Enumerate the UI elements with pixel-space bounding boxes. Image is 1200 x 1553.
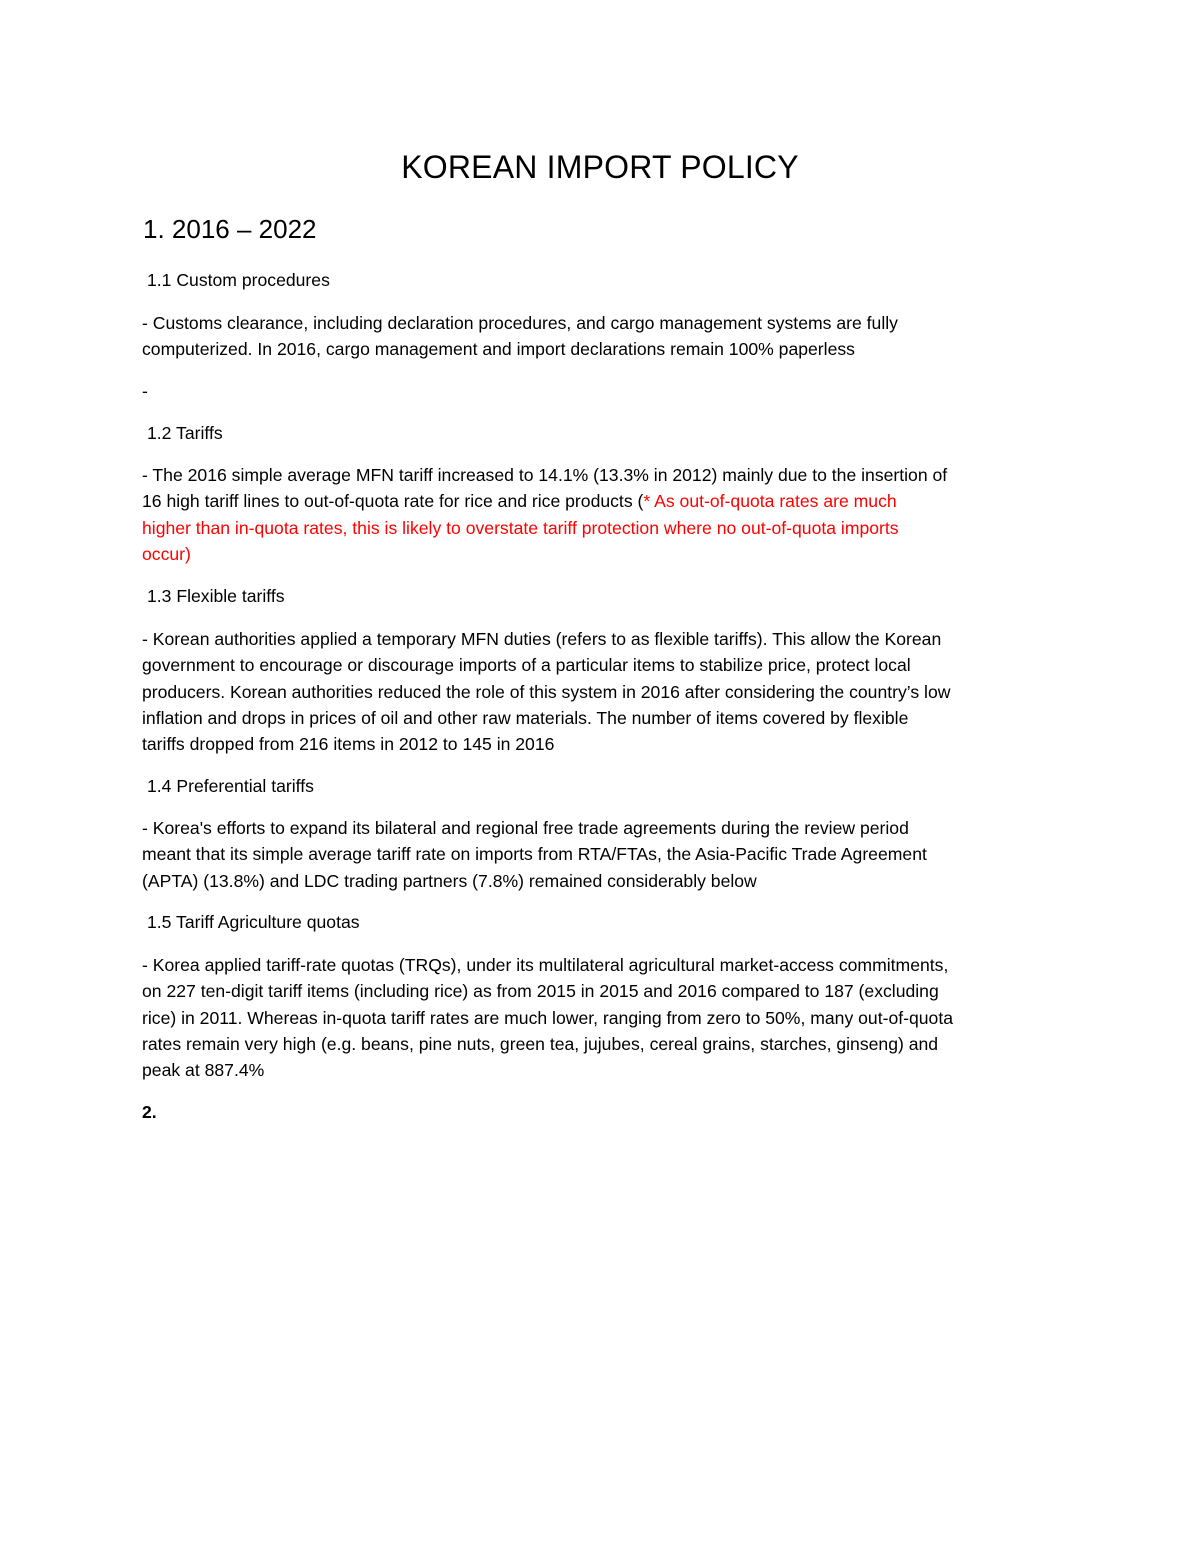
text-line: - Korea's efforts to expand its bilateral and regional free trade agreements during the review period [142,818,909,838]
paragraph-preferential-tariffs [142,815,1072,894]
text-line: - Korean authorities applied a temporary MFN duties (refers to as flexible tariffs). This allow the Korean [142,629,942,649]
text-line: rates remain very high (e.g. beans, pine nuts, green tea, jujubes, cereal grains, starches, ginseng) and [142,1033,939,1054]
text-line: (APTA) (13.8%) and LDC trading partners (7.8%) remained considerably below [142,870,757,891]
paragraph-agriculture-quotas [142,952,1072,1083]
text-line: - The 2016 simple average MFN tariff increased to 14.1% (13.3% in 2012) mainly due to the insertion of [142,465,948,485]
text-line: inflation and drops in prices of oil and other raw materials. The number of items covered by flexible [142,707,909,728]
text-line: meant that its simple average tariff rate on imports from RTA/FTAs, the Asia-Pacific Trade Agreement [142,844,927,865]
text-line: - Customs clearance, including declaration procedures, and cargo management systems are fully [142,313,898,333]
subsection-heading-1-2: 1.2 Tariffs [147,423,223,443]
text-line: - Korea applied tariff-rate quotas (TRQs), under its multilateral agricultural market-access commitments, [142,955,949,975]
note-text: * As out-of-quota rates are much [643,491,897,512]
text-line-mixed [142,488,1072,514]
text-line: tariffs dropped from 216 items in 2012 to 145 in 2016 [142,734,555,755]
section-heading-1: 1. 2016 – 2022 [143,214,317,244]
text-line: rice) in 2011. Whereas in-quota tariff rates are much lower, ranging from zero to 50%, many out-of-quota [142,1007,954,1028]
subsection-heading-1-4: 1.4 Preferential tariffs [147,776,314,796]
paragraph-tariffs [142,462,1072,567]
subsection-heading-1-3: 1.3 Flexible tariffs [147,586,285,606]
note-text-line: higher than in-quota rates, this is likely to overstate tariff protection where no out-of-quota imports [142,517,899,538]
dash-line: - [142,381,148,401]
text-line: producers. Korean authorities reduced the role of this system in 2016 after considering the country’s low [142,681,951,702]
text-line: peak at 887.4% [142,1060,265,1081]
text-line: computerized. In 2016, cargo management and import declarations remain 100% paperless [142,339,855,360]
section-heading-2: 2. [142,1102,157,1122]
text-line: on 227 ten-digit tariff items (including rice) as from 2015 in 2015 and 2016 compared to 187 (excluding [142,981,939,1002]
paragraph-flexible-tariffs [142,626,1072,757]
subsection-heading-1-5: 1.5 Tariff Agriculture quotas [147,912,360,932]
paragraph-custom-procedures [142,310,1072,363]
subsection-heading-1-1: 1.1 Custom procedures [147,270,330,290]
page-title: KOREAN IMPORT POLICY [401,149,799,185]
text-segment: 16 high tariff lines to out-of-quota rate for rice and rice products ( [142,491,644,512]
note-text-line: occur) [142,543,191,564]
text-line: government to encourage or discourage imports of a particular items to stabilize price, protect local [142,655,911,676]
